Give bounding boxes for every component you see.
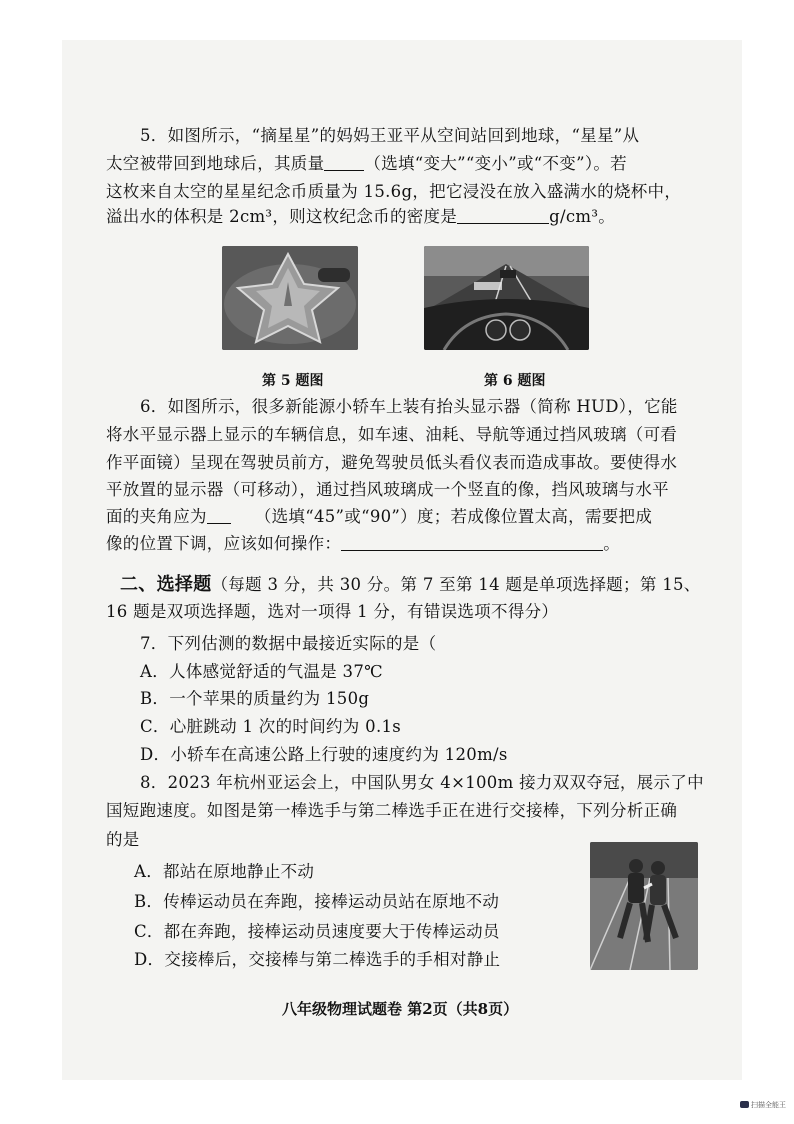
q6-line-6 [106, 533, 620, 555]
q6-line-6-text: 像的位置下调，应该如何操作： [106, 534, 342, 553]
fig6-hud-photo [424, 246, 589, 350]
q5-line-4-unit: g/cm³。 [549, 207, 616, 226]
scanner-watermark-text: 扫描全能王 [751, 1101, 786, 1109]
q7-option-a: A．人体感觉舒适的气温是 37℃ [140, 662, 383, 681]
q8-option-d: D．交接棒后，交接棒与第二棒选手的手相对静止 [134, 950, 501, 969]
page-footer: 八年级物理试题卷 第2页（共8页） [282, 1000, 519, 1018]
q6-line-5 [106, 506, 652, 528]
q7-option-b: B．一个苹果的质量约为 150g [140, 689, 370, 708]
q6-line-5-tail: （选填“45”或“90”）度；若成像位置太高，需要把成 [254, 507, 653, 526]
fig6-caption: 第 6 题图 [484, 373, 546, 389]
fig5-caption: 第 5 题图 [262, 373, 324, 389]
section-2-title: 二、选择题 [120, 574, 212, 595]
q5-line-1: 5．如图所示，“摘星星”的妈妈王亚平从空间站回到地球，“星星”从 [140, 126, 640, 145]
fig5-star-coin-photo [222, 246, 358, 350]
hud-image [424, 246, 589, 350]
q5-line-2 [106, 153, 627, 175]
q8-option-b: B．传棒运动员在奔跑，接棒运动员站在原地不动 [134, 892, 500, 911]
q7-option-c: C．心脏跳动 1 次的时间约为 0.1s [140, 717, 402, 736]
q5-line-2-tail: （选填“变大”“变小”或“不变”）。若 [364, 154, 627, 173]
q5-blank-1 [324, 154, 364, 171]
q6-line-6-tail: 。 [603, 534, 621, 553]
q8-line-1: 8．2023 年杭州亚运会上，中国队男女 4×100m 接力双双夺冠，展示了中 [140, 773, 704, 792]
q8-option-a: A．都站在原地静止不动 [134, 862, 315, 881]
q6-line-2: 将水平显示器上显示的车辆信息，如车速、油耗、导航等通过挡风玻璃（可看 [106, 425, 678, 444]
q6-line-3: 作平面镜）呈现在驾驶员前方，避免驾驶员低头看仪表而造成事故。要使得水 [106, 453, 678, 472]
fig8-relay-photo [590, 842, 698, 970]
q5-line-4 [106, 206, 615, 228]
q6-line-5-text: 面的夹角应为 [106, 507, 207, 526]
section-2-instructions-2: 16 题是双项选择题，选对一项得 1 分，有错误选项不得分） [106, 602, 559, 621]
scanner-watermark [740, 1100, 786, 1110]
q6-line-4: 平放置的显示器（可移动），通过挡风玻璃成一个竖直的像，挡风玻璃与水平 [106, 480, 669, 499]
star-coin-image [222, 246, 358, 350]
q5-blank-2 [457, 207, 549, 224]
q5-line-4-text: 溢出水的体积是 2cm³，则这枚纪念币的密度是 [106, 207, 458, 226]
section-2-instructions-1: （每题 3 分，共 30 分。第 7 至第 14 题是单项选择题；第 15、 [211, 575, 701, 594]
q6-blank-2 [341, 534, 603, 551]
section-2-header [120, 574, 701, 596]
q7-option-d: D．小轿车在高速公路上行驶的速度约为 120m/s [140, 745, 508, 764]
q7-stem: 7．下列估测的数据中最接近实际的是（ [140, 634, 437, 653]
q8-option-c: C．都在奔跑，接棒运动员速度要大于传棒运动员 [134, 922, 500, 941]
q6-blank-1 [207, 507, 231, 524]
q5-line-3: 这枚来自太空的星星纪念币质量为 15.6g，把它浸没在放入盛满水的烧杯中， [106, 182, 682, 201]
q8-line-3: 的是 [106, 830, 140, 849]
relay-runners-image [590, 842, 698, 970]
q6-line-1: 6．如图所示，很多新能源小轿车上装有抬头显示器（简称 HUD），它能 [140, 397, 678, 416]
q8-line-2: 国短跑速度。如图是第一棒选手与第二棒选手正在进行交接棒，下列分析正确 [106, 801, 678, 820]
scanner-logo-icon [740, 1101, 749, 1108]
q5-line-2-text: 太空被带回到地球后，其质量 [106, 154, 325, 173]
